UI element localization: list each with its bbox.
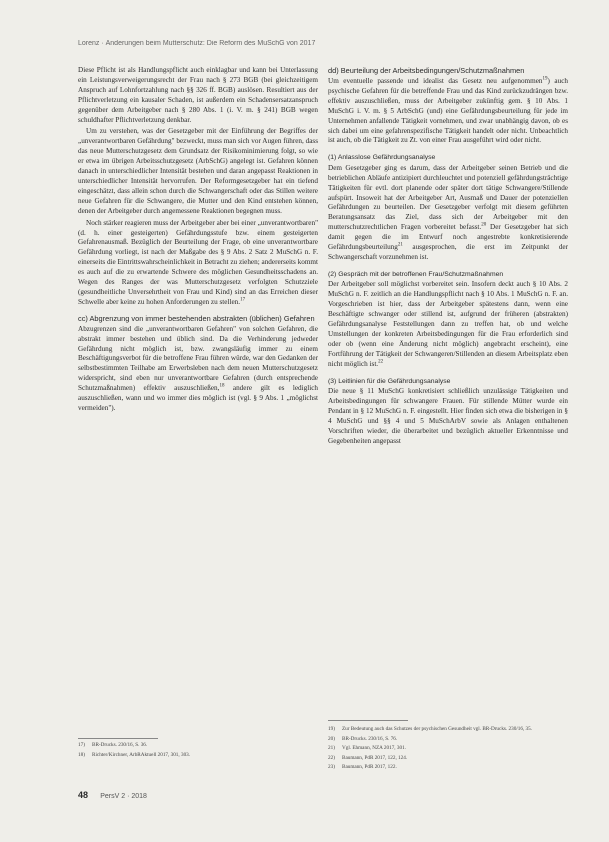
footnote: 19) Zur Bedeutung auch das Schutzes der psychischen Gesundheit vgl. BR-Drucks. 230/16, 35. <box>328 726 533 732</box>
paragraph: Um zu verstehen, was der Gesetzgeber mit der Einführung der Begriffes der „unverantwortbaren Gefährdung" bezweckt, muss man sich vor Augen führen, dass das neue Mutterschutzgesetz dem Grundsatz der Risikominimierung folgt, so wie er etwa im übrigen Arbeitsschutzgesetz (ArbSchG) angelegt ist. Gefahren können danach in unterschiedlicher Intensität bestehen und daran angepasst Reaktionen in unterschiedlicher Intensität hervorrufen. Der Reformgesetzgeber hat ein tiefend eingeschätzt, dass allein schon durch die Schwangerschaft oder das Stillen weitere neue Gefahren für die Schwangere, die Mutter und den Kind entstehen können, denen der Arbeitgeber durch angemessene Reaktionen begegnen muss. <box>78 127 318 215</box>
subsection-heading: (1) Anlasslose Gefährdungsanalyse <box>328 154 436 162</box>
subsection-heading: (2) Gespräch mit der betroffenen Frau/Schutzmaßnahmen <box>328 270 504 278</box>
section-heading: dd) Beurteilung der Arbeitsbedingungen/Schutzmaßnahmen <box>328 66 525 75</box>
footnote: 23) Baumann, PdR 2017, 122. <box>328 764 397 771</box>
paragraph: Diese Pflicht ist als Handlungspflicht auch einklagbar und kann bei Unterlassung ein Leistungsverweigerungsrecht der Frau nach § 273 BGB (bei gleichzeitigem Anspruch auf Lohnfortzahlung nach §§ 326 ff. BGB) auslösen. Resultiert aus der Pflichtverletzung ein kausaler Schaden, ist außerdem ein Schadensersatzanspruch gegenüber dem Arbeitgeber nach § 280 Abs. 1 (i. V. m. § 241) BGB wegen schuldhafter Pflichtverletzung denkbar. <box>78 66 318 124</box>
footnotes-left <box>78 742 318 761</box>
paragraph: Der Arbeitgeber soll möglichst vorbereitet sein. Insofern deckt auch § 10 Abs. 2 MuSchG n. F. zeitlich an die Handlungspflicht nach § 10 Abs. 1 MuSchG n. F. an. Vorgeschrieben ist hier, dass der Arbeitgeber spätestens dann, wenn eine Beschäftigte schwanger oder stillend ist, aufgrund der früheren (abstrakten) Gefährdungsanalyse Feststellungen dann zu treffen hat, ob und welche Umstellungen der konkreten Arbeitsbedingungen für die Frau erforderlich sind oder ob (wenn eine Änderung nicht möglich) angebracht erscheint), eine Fortführung der Tätigkeit der Schwangeren/Stillenden an diesem Arbeitsplatz eben nicht möglich ist.$^{22}$ <box>328 280 568 368</box>
journal-issue: PersV 2 · 2018 <box>100 793 147 800</box>
footnote-ref[interactable]: 21 <box>397 242 403 248</box>
footnote: 17) BR-Drucks. 230/16, S. 36. <box>78 742 148 748</box>
footnote: 18) Richter/Kirchner, ArbRAktuell 2017, 301, 303. <box>78 751 191 758</box>
paragraph: Abzugrenzen sind die „unverantwortbaren Gefahren" von solchen Gefahren, die abstrakt immer bestehen und üblich sind. Da die Verhinderung jedweder Gefährdung nicht möglich ist, bzw. zwangsläufig immer zu einem Beschäftigungsverbot für die betroffene Frau führen würde, war den Gedanken der selbstbestimmten Teilhabe am Erwerbsleben nach dem neuen Mutterschutzgesetz widerspricht, sind eben nur unverantwortbare Gefahren (durch entsprechende Schutzmaßnahmen) effektiv auszuschließen,$^{18}$ andere gilt es lediglich auszuschließen, wann und wo immer dies möglich ist (vgl. § 9 Abs. 1 „möglichst vermeiden"). <box>78 324 319 412</box>
paragraph: Dem Gesetzgeber ging es darum, dass der Arbeitgeber seinen Betrieb und die betrieblichen Abläufe antizipiert durchleuchtet und potenziell gefährdungsträchtige Tätigkeiten für evtl. dort planende oder später dort tätige Schwangere/Stillende aufspürt. Insoweit hat der Arbeitgeber Art, Ausmaß und Dauer der potenziellen Gefährdungen zu beurteilen. Der Gesetzgeber verfolgt mit diesem geführten Beratungsansatz das Ziel, dass sich der Arbeitgeber mit den mutterschutzrechtlichen Fragen vorbereitet befasst.$^{20}$ Der Gesetzgeber hat sich damit gegen die im Entwurf noch angestrebte konkretisierende Gefährdungsbeurteilung$^{21}$ ausgesprochen, die erst im Zeitpunkt der Schwangerschaft vorzunehmen ist. <box>328 163 568 261</box>
right-column <box>328 66 568 449</box>
footnote-ref[interactable]: 19 <box>542 76 548 82</box>
footnote: 21) Vgl. Ehmann, NZA 2017, 301. <box>328 745 406 752</box>
footnote-ref[interactable]: 20 <box>481 222 487 228</box>
footnote-ref[interactable]: 22 <box>378 359 384 365</box>
footnote: 22) Baumann, PdR 2017, 122, 124. <box>328 754 408 761</box>
paragraph: Die neue § 11 MuSchG konkretisiert schließlich unzulässige Tätigkeiten und Arbeitsbedingungen für schwangere Frauen. Für stillende Mütter wurde ein Pendant in § 12 MuSchG n. F. eingestellt. Hier finden sich etwa die bisherigen in § 4 MuSchG und §§ 4 und 5 MuSchArbV sowie als Anlagen enthaltenen Vorschriften wieder, die überarbeitet und bezüglich aktueller Erkenntnisse und Gegebenheiten angepasst <box>328 387 568 445</box>
paragraph: Um eventuelle passende und idealist das Gesetz neu aufgenommen$^{19}$) auch psychische Gefahren für die betreffende Frau und das Kind zurückzudrängen bzw. effektiv auszuschließen, muss der Arbeitgeber zukünftig gem. § 10 Abs. 1 MuSchG i. V. m. § 5 ArbSchG (und) eine Gefährdungsbeurteilung für jede im Unternehmen anfallende Tätigkeit vornehmen, und zwar unabhängig davon, ob es sich dabei um eine gefahrenspezifische Tätigkeit handelt oder nicht. Unbeachtlich ist auch, ob die Tätigkeit zu Zt. von einer Frau ausgeführt wird oder nicht. <box>328 76 568 145</box>
footnotes-right <box>328 726 568 774</box>
paragraph: Noch stärker reagieren muss der Arbeitgeber aber bei einer „unverantwortbaren" (d. h. einer gesteigerten) Gefährdungsstufe bzw. einem gesteigerten Gefahrenausmaß. Bezüglich der Beurteilung der Frage, ob eine unverantwortbare Gefährdung vorliegt, ist nach der Maßgabe des § 9 Abs. 2 Satz 2 MuSchG n. F. einerseits die Eintrittswahrscheinlichkeit in Betracht zu ziehen; andererseits kommt es auch auf die zu erwartende Schwere des möglichen Gesundheitsschadens an. Wegen des Ranges der was Mutterschutzgesetz verfolgten Schutzziele (gesundheitliche Unversehrtheit von Frau und Kind) sind an das Erreichen dieser Schwelle aber keine zu hohen Anforderungen zu stellen.$^{17}$ <box>78 218 318 306</box>
running-head: Lorenz · Änderungen beim Mutterschutz: Die Reform des MuSchG von 2017 <box>78 40 316 47</box>
footnote-ref[interactable]: 17 <box>240 297 246 303</box>
section-heading: cc) Abgrenzung von immer bestehenden abstrakten (üblichen) Gefahren <box>78 313 315 323</box>
footnote-ref[interactable]: 18 <box>219 383 225 389</box>
subsection-heading: (3) Leitlinien für die Gefährdungsanalyse <box>328 377 451 385</box>
left-column <box>78 66 318 416</box>
footnote: 20) BR-Drucks. 230/16, S. 76. <box>328 735 398 742</box>
footnote-divider <box>328 720 408 721</box>
footnote-divider <box>78 738 158 739</box>
page-number: 48 <box>78 790 89 800</box>
page-footer <box>78 790 147 800</box>
